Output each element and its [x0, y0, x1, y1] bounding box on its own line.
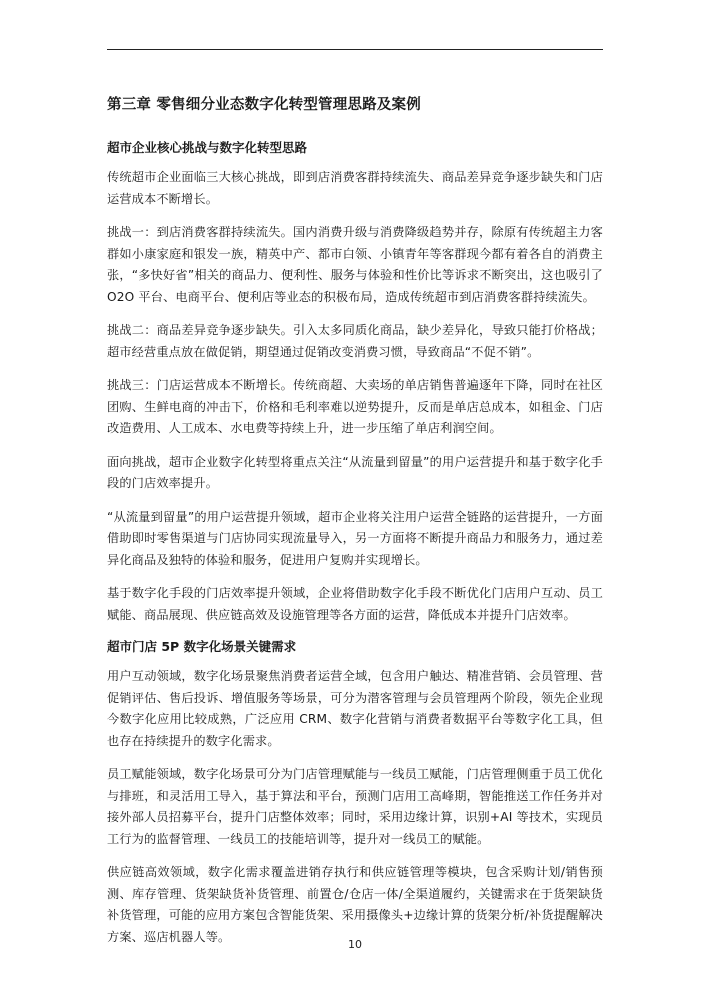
paragraph: 员工赋能领域，数字化场景可分为门店管理赋能与一线员工赋能，门店管理侧重于员工优化与排班，和灵活用工导入，基于算法和平台，预测门店用工高峰期，智能推送工作任务并对接外部人员招募平台，提升门店整体效率；同时，采用边缘计算，识别+AI 等技术，实现员工行为的监督管理、一线员工的技能培训等，提升对一线员工的赋能。: [107, 767, 603, 846]
paragraph: 用户互动领域，数字化场景聚焦消费者运营全域，包含用户触达、精准营销、会员管理、营促销评估、售后投诉、增值服务等场景，可分为潜客管理与会员管理两个阶段，领先企业现今数字化应用比较成熟，广泛应用 CRM、数字化营销与消费者数据平台等数字化工具，但也存在持续提升的数字化需求。: [107, 669, 603, 748]
paragraph: 供应链高效领域，数字化需求覆盖进销存执行和供应链管理等模块，包含采购计划/销售预测、库存管理、货架缺货补货管理、前置仓/仓店一体/全渠道履约，关键需求在于货架缺货补货管理，可能的应用方案包含智能货架、采用摄像头+边缘计算的货架分析/补货提醒解决方案、巡店机器人等。: [107, 865, 603, 944]
paragraph: 面向挑战，超市企业数字化转型将重点关注“从流量到留量”的用户运营提升和基于数字化手段的门店效率提升。: [107, 454, 603, 490]
page-content: [107, 95, 603, 960]
section-heading: 超市门店 5P 数字化场景关键需求: [107, 639, 297, 654]
page-number: 10: [348, 938, 362, 951]
header-rule: [107, 49, 603, 50]
paragraph: 挑战三：门店运营成本不断增长。传统商超、大卖场的单店销售普遍逐年下降，同时在社区团购、生鲜电商的冲击下，价格和毛利率难以逆势提升，反而是单店总成本，如租金、门店改造费用、人工成本、水电费等持续上升，进一步压缩了单店利润空间。: [107, 378, 603, 435]
paragraph: 挑战二：商品差异竞争逐步缺失。引入太多同质化商品，缺少差异化，导致只能打价格战；超市经营重点放在做促销，期望通过促销改变消费习惯，导致商品“不促不销”。: [107, 323, 603, 359]
paragraph: 传统超市企业面临三大核心挑战，即到店消费客群持续流失、商品差异竞争逐步缺失和门店运营成本不断增长。: [107, 170, 603, 206]
paragraph: 挑战一：到店消费客群持续流失。国内消费升级与消费降级趋势并存，除原有传统超主力客群如小康家庭和银发一族，精英中产、都市白领、小镇青年等客群现今都有着各自的消费主张，“多快好省”相关的商品力、便利性、服务与体验和性价比等诉求不断突出，这也吸引了O2O 平台、电商平台、便利店等业态的积极布局，造成传统超市到店消费客群持续流失。: [107, 225, 603, 304]
chapter-title: 第三章 零售细分业态数字化转型管理思路及案例: [107, 97, 421, 113]
paragraph: 基于数字化手段的门店效率提升领域，企业将借助数字化手段不断优化门店用户互动、员工赋能、商品展现、供应链高效及设施管理等各方面的运营，降低成本并提升门店效率。: [107, 586, 603, 622]
section-heading: 超市企业核心挑战与数字化转型思路: [107, 140, 308, 155]
paragraph: “从流量到留量”的用户运营提升领域，超市企业将关注用户运营全链路的运营提升，一方面借助即时零售渠道与门店协同实现流量导入，另一方面将不断提升商品力和服务力，通过差异化商品及独特的体验和服务，促进用户复购并实现增长。: [107, 509, 603, 567]
